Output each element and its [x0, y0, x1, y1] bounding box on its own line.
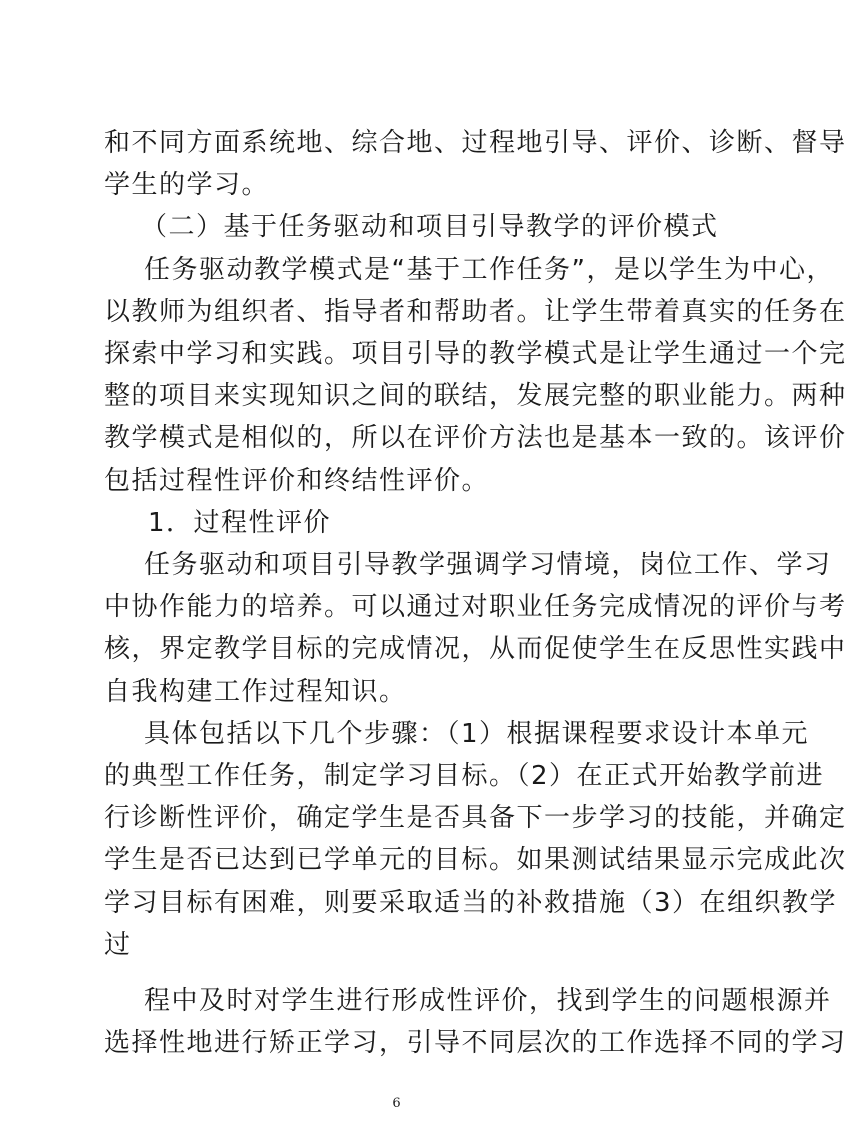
body-text-line: 包括过程性评价和终结性评价。 — [104, 466, 490, 496]
body-text-line: 中协作能力的培养。可以通过对职业任务完成情况的评价与考 — [104, 592, 847, 622]
body-text-line: 自我构建工作过程知识。 — [104, 677, 407, 707]
body-text-line: 学生的学习。 — [104, 170, 270, 200]
body-text-line: 教学模式是相似的，所以在评价方法也是基本一致的。该评价 — [104, 423, 847, 453]
paragraph-first-line: 任务驱动和项目引导教学强调学习情境，岗位工作、学习 — [144, 550, 832, 580]
section-heading: （二）基于任务驱动和项目引导教学的评价模式 — [141, 212, 719, 242]
page-number: 6 — [392, 1096, 401, 1111]
subsection-heading: 1．过程性评价 — [148, 508, 332, 538]
body-text-line: 选择性地进行矫正学习，引导不同层次的工作选择不同的学习 — [104, 1028, 847, 1058]
body-text-line: 整的项目来实现知识之间的联结，发展完整的职业能力。两种 — [104, 381, 847, 411]
body-text-line: 以教师为组织者、指导者和帮助者。让学生带着真实的任务在 — [104, 297, 847, 327]
body-text-line: 的典型工作任务，制定学习目标。（2）在正式开始教学前进 — [104, 761, 825, 791]
body-text-line: 过 — [104, 930, 132, 960]
body-text-line: 学生是否已达到已学单元的目标。如果测试结果显示完成此次 — [104, 845, 847, 875]
body-text-line: 和不同方面系统地、综合地、过程地引导、评价、诊断、督导 — [104, 128, 847, 158]
body-text-line: 学习目标有困难，则要采取适当的补救措施（3）在组织教学 — [104, 888, 838, 918]
body-text-line: 探索中学习和实践。项目引导的教学模式是让学生通过一个完 — [104, 339, 847, 369]
body-text-line: 行诊断性评价，确定学生是否具备下一步学习的技能，并确定 — [104, 803, 847, 833]
paragraph-first-line: 程中及时对学生进行形成性评价，找到学生的问题根源并 — [144, 986, 832, 1016]
body-text-line: 核，界定教学目标的完成情况，从而促使学生在反思性实践中 — [104, 634, 847, 664]
paragraph-first-line: 任务驱动教学模式是“基于工作任务”，是以学生为中心， — [144, 255, 834, 285]
paragraph-first-line: 具体包括以下几个步骤：（1）根据课程要求设计本单元 — [144, 719, 810, 749]
